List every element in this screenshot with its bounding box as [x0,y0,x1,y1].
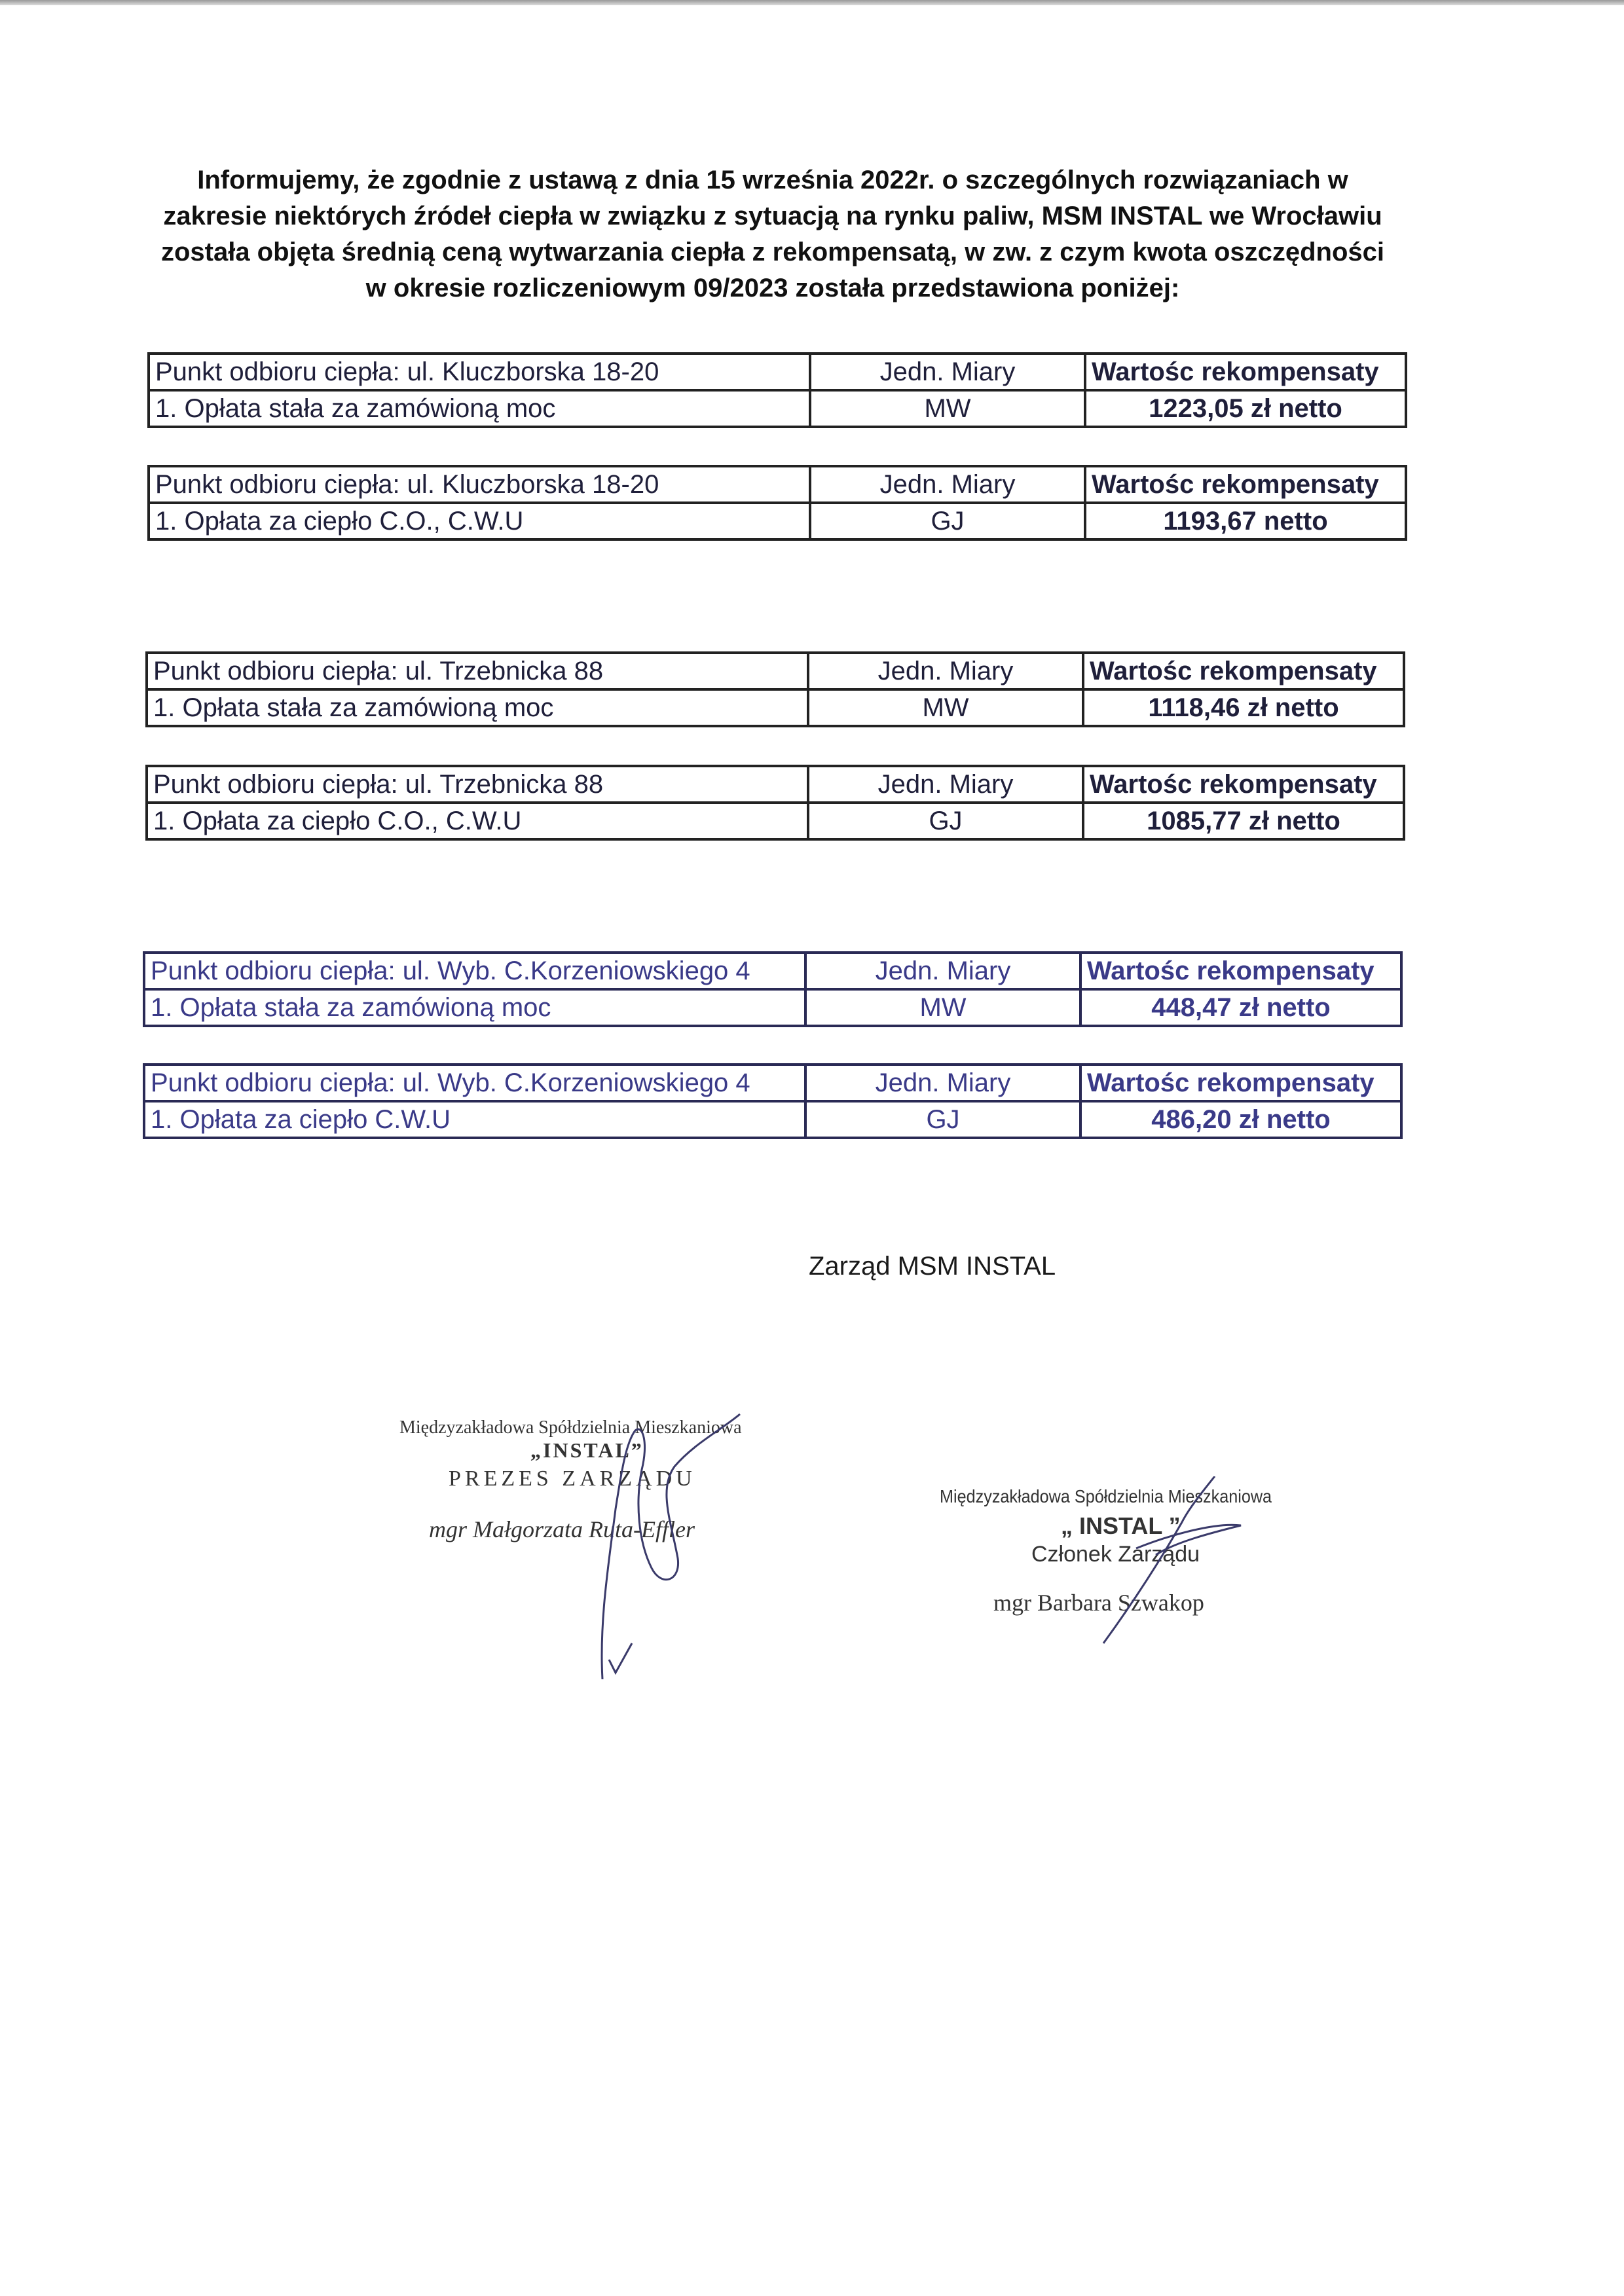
table-header-row [144,1065,1401,1101]
unit-header-cell: Jedn. Miary [805,953,1080,989]
table-row [144,1101,1401,1138]
point-cell: Punkt odbioru ciepła: ul. Wyb. C.Korzeniowskiego 4 [144,1065,805,1101]
stamp-person: mgr Małgorzata Ruta-Effler [429,1516,695,1542]
point-cell: Punkt odbioru ciepła: ul. Trzebnicka 88 [147,653,808,689]
table-row [144,989,1401,1026]
scan-top-edge [0,0,1624,5]
stamp-org: Międzyzakładowa Spółdzielnia Mieszkaniowa [940,1486,1272,1506]
value-header-cell: Wartośc rekompensaty [1080,1065,1401,1101]
value-cell: 1223,05 zł netto [1085,390,1406,427]
item-cell: 1. Opłata stała za zamówioną moc [149,390,810,427]
table-header-row [147,766,1404,803]
compensation-table-trzebnicka-power [145,651,1405,727]
compensation-table-kluczborska-heat [147,465,1407,541]
unit-header-cell: Jedn. Miary [808,766,1083,803]
unit-header-cell: Jedn. Miary [808,653,1083,689]
unit-cell: MW [805,989,1080,1026]
point-cell: Punkt odbioru ciepła: ul. Trzebnicka 88 [147,766,808,803]
item-cell: 1. Opłata za ciepło C.O., C.W.U [147,803,808,839]
stamp-role: PREZES ZARZĄDU [449,1467,696,1491]
item-cell: 1. Opłata stała za zamówioną moc [147,689,808,726]
stamp-person: mgr Barbara Szwakop [993,1590,1204,1616]
table-row [147,689,1404,726]
point-cell: Punkt odbioru ciepła: ul. Wyb. C.Korzeniowskiego 4 [144,953,805,989]
value-header-cell: Wartośc rekompensaty [1080,953,1401,989]
table-row [149,390,1406,427]
board-member-stamp [940,1476,1346,1647]
unit-header-cell: Jedn. Miary [810,354,1085,390]
point-cell: Punkt odbioru ciepła: ul. Kluczborska 18-20 [149,466,810,503]
unit-cell: MW [808,689,1083,726]
table-header-row [147,653,1404,689]
item-cell: 1. Opłata za ciepło C.O., C.W.U [149,503,810,539]
value-header-cell: Wartośc rekompensaty [1085,466,1406,503]
item-cell: 1. Opłata za ciepło C.W.U [144,1101,805,1138]
compensation-table-kluczborska-power [147,352,1407,428]
item-cell: 1. Opłata stała za zamówioną moc [144,989,805,1026]
point-cell: Punkt odbioru ciepła: ul. Kluczborska 18-20 [149,354,810,390]
table-row [149,503,1406,539]
board-member-signature-icon [940,1476,1346,1647]
table-header-row [149,466,1406,503]
compensation-table-korzeniowskiego-heat [143,1063,1403,1139]
board-signature-label: Zarząd MSM INSTAL [809,1252,1056,1281]
unit-cell: MW [810,390,1085,427]
unit-cell: GJ [810,503,1085,539]
value-header-cell: Wartośc rekompensaty [1083,766,1404,803]
value-cell: 1118,46 zł netto [1083,689,1404,726]
table-header-row [144,953,1401,989]
value-header-cell: Wartośc rekompensaty [1083,653,1404,689]
compensation-table-trzebnicka-heat [145,765,1405,841]
president-signature-icon [399,1404,805,1679]
unit-cell: GJ [808,803,1083,839]
intro-paragraph: Informujemy, że zgodnie z ustawą z dnia 15 września 2022r. o szczególnych rozwiązaniach w zakresie niektórych źródeł ciepła w związku z sytuacją na rynku paliw, MSM INSTAL we Wrocławiu została objęta średnią ceną wytwarzania ciepła z rekompensatą, w zw. z czym kwota oszczędności w okresie rozliczeniowym 09/2023 została przedstawiona poniżej: [160,166,1385,302]
compensation-table-korzeniowskiego-power [143,951,1403,1027]
value-cell: 486,20 zł netto [1080,1101,1401,1138]
value-cell: 1193,67 netto [1085,503,1406,539]
unit-cell: GJ [805,1101,1080,1138]
stamp-org: Międzyzakładowa Spółdzielnia Mieszkaniowa [399,1417,742,1438]
unit-header-cell: Jedn. Miary [810,466,1085,503]
stamp-name: „ INSTAL ” [1061,1512,1181,1539]
stamp-role: Członek Zarządu [1031,1542,1200,1567]
value-header-cell: Wartośc rekompensaty [1085,354,1406,390]
stamp-name: „INSTAL” [530,1438,644,1462]
value-cell: 1085,77 zł netto [1083,803,1404,839]
table-header-row [149,354,1406,390]
unit-header-cell: Jedn. Miary [805,1065,1080,1101]
value-cell: 448,47 zł netto [1080,989,1401,1026]
president-stamp [399,1404,805,1679]
table-row [147,803,1404,839]
